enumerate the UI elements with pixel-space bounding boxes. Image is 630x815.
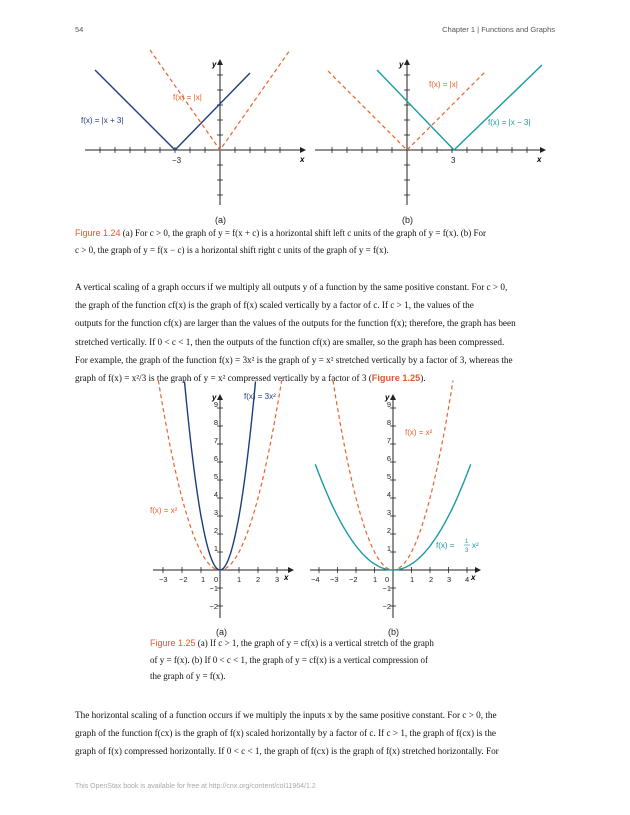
page-number: 54 (75, 25, 84, 34)
tick-label: −3 (172, 156, 182, 165)
x-axis-label: x (284, 573, 289, 582)
y-axis-label: y (399, 60, 404, 69)
x-tick: 2 (429, 575, 434, 584)
figure-1-25-caption (150, 635, 490, 685)
y-tick: 4 (386, 490, 391, 499)
label-denominator: 3 (465, 548, 469, 554)
text-line: graph of f(x) compressed horizontally. If 0 < c < 1, the graph of f(cx) is the graph of f(x) stretched horizontally. For (75, 746, 499, 757)
text-line: outputs for the function cf(x) are larger than the values of the outputs for the function f(x); therefore, the graph has been (75, 318, 516, 329)
text-line: the graph of the function cf(x) is the graph of f(x) scaled vertically by a factor of c. If c > 1, the values of the (75, 300, 474, 311)
figure-1-24-b (310, 55, 555, 225)
text-end: ). (420, 373, 426, 384)
y-tick: 5 (213, 472, 218, 481)
caption-line: (a) If c > 1, the graph of y = cf(x) is a vertical stretch of the graph (197, 638, 434, 648)
figure-label: Figure 1.24 (75, 228, 121, 238)
label-numerator: 1 (465, 539, 469, 545)
label-third-x-squared (436, 539, 479, 554)
chapter-title: Chapter 1 | Functions and Graphs (442, 25, 555, 34)
panel-label: (a) (216, 627, 227, 637)
x-axis-label: x (471, 573, 476, 582)
label-abs-x-plus-3: f(x) = |x + 3| (81, 116, 124, 125)
x-tick: 1 (410, 575, 415, 584)
x-tick: −2 (179, 575, 188, 584)
x-tick: 0 (214, 575, 219, 584)
tick-label: 3 (451, 156, 456, 165)
y-tick: 1 (213, 544, 218, 553)
y-tick: 3 (386, 508, 391, 517)
y-tick: 8 (386, 418, 391, 427)
x-tick: 4 (465, 575, 470, 584)
label-x-squared: f(x) = x² (405, 428, 433, 437)
y-tick: 3 (213, 508, 218, 517)
y-tick: 7 (213, 436, 218, 445)
curve-abs-x-minus-3 (377, 65, 542, 150)
x-axis-label: x (300, 155, 305, 164)
label-abs-x: f(x) = |x| (429, 80, 458, 89)
y-axis-label: y (212, 393, 217, 402)
y-tick: −1 (382, 584, 391, 593)
x-tick-labels (159, 575, 279, 584)
caption-line: (a) For c > 0, the graph of y = f(x + c) is a horizontal shift left c units of the graph of y = f(x). (b) For (122, 228, 486, 238)
panel-label: (b) (402, 215, 413, 225)
figure-link[interactable]: Figure 1.25 (371, 373, 421, 384)
y-tick: −1 (209, 584, 218, 593)
paragraph-horizontal-scaling (75, 706, 556, 761)
y-tick: 5 (386, 472, 391, 481)
footer-note: This OpenStax book is available for free at http://cnx.org/content/col11964/1.2 (75, 783, 316, 790)
x-tick-labels (311, 575, 469, 584)
y-axis-label: y (212, 60, 217, 69)
curve-abs-x-plus-3 (95, 70, 250, 150)
text-line: graph of the function f(cx) is the graph of f(x) scaled horizontally by a factor of c. If c > 1, the graph of f(cx) is the (75, 728, 497, 739)
y-tick: 8 (213, 418, 218, 427)
y-tick: 9 (386, 400, 391, 409)
y-tick: −2 (209, 602, 218, 611)
x-tick: 1 (373, 575, 378, 584)
y-tick: 2 (213, 526, 218, 535)
y-tick: 4 (213, 490, 218, 499)
text-line: graph of f(x) = x²/3 is the graph of y = x² compressed vertically by a factor of 3 ( (75, 373, 372, 384)
x-tick: 1 (201, 575, 206, 584)
figure-1-25-a (148, 390, 298, 640)
text-line: For example, the graph of the function f(x) = 3x² is the graph of y = x² stretched vertically by a factor of 3, whereas the (75, 354, 513, 365)
panel-label: (a) (215, 215, 226, 225)
x-tick: 3 (447, 575, 452, 584)
figure-1-25-b (305, 390, 485, 640)
x-tick: 0 (385, 575, 390, 584)
x-axis-label: x (537, 155, 542, 164)
label-abs-x-minus-3: f(x) = |x − 3| (488, 118, 531, 127)
y-tick: 1 (386, 544, 391, 553)
x-tick: −4 (311, 575, 320, 584)
paragraph-vertical-scaling (75, 278, 556, 387)
x-tick: −2 (349, 575, 358, 584)
y-tick: 9 (213, 400, 218, 409)
label-abs-x: f(x) = |x| (173, 93, 202, 102)
y-tick: −2 (382, 602, 391, 611)
y-tick: 6 (386, 454, 391, 463)
y-tick: 2 (386, 526, 391, 535)
x-tick: 1 (237, 575, 242, 584)
panel-label: (b) (388, 627, 399, 637)
y-axis-label: y (385, 393, 390, 402)
x-tick: −3 (159, 575, 168, 584)
figure-1-24-caption (75, 225, 556, 258)
label-3x-squared: f(x) = 3x² (244, 392, 276, 401)
x-tick: 3 (275, 575, 280, 584)
label-x-squared: f(x) = x² (150, 506, 178, 515)
text-line: The horizontal scaling of a function occurs if we multiply the inputs x by the same positive constant. For c > 0, the (75, 710, 497, 720)
y-tick: 6 (213, 454, 218, 463)
x-tick: −3 (330, 575, 339, 584)
y-tick: 7 (386, 436, 391, 445)
caption-line: the graph of y = f(x). (150, 671, 226, 681)
text-line: stretched vertically. If 0 < c < 1, then the outputs of the function cf(x) are smaller, so the graph has been compressed. (75, 336, 505, 347)
text-line: A vertical scaling of a graph occurs if we multiply all outputs y of a function by the same positive constant. For c > 0, (75, 282, 508, 292)
caption-line: c > 0, the graph of y = f(x − c) is a horizontal shift right c units of the graph of y = f(x). (75, 244, 389, 255)
caption-line: of y = f(x). (b) If 0 < c < 1, the graph of y = cf(x) is a vertical compression of (150, 654, 428, 665)
label-prefix: f(x) = (436, 541, 455, 550)
figure-label: Figure 1.25 (150, 638, 196, 648)
label-suffix: x² (472, 541, 479, 550)
figure-1-24-a (75, 55, 315, 225)
x-tick: 2 (256, 575, 261, 584)
